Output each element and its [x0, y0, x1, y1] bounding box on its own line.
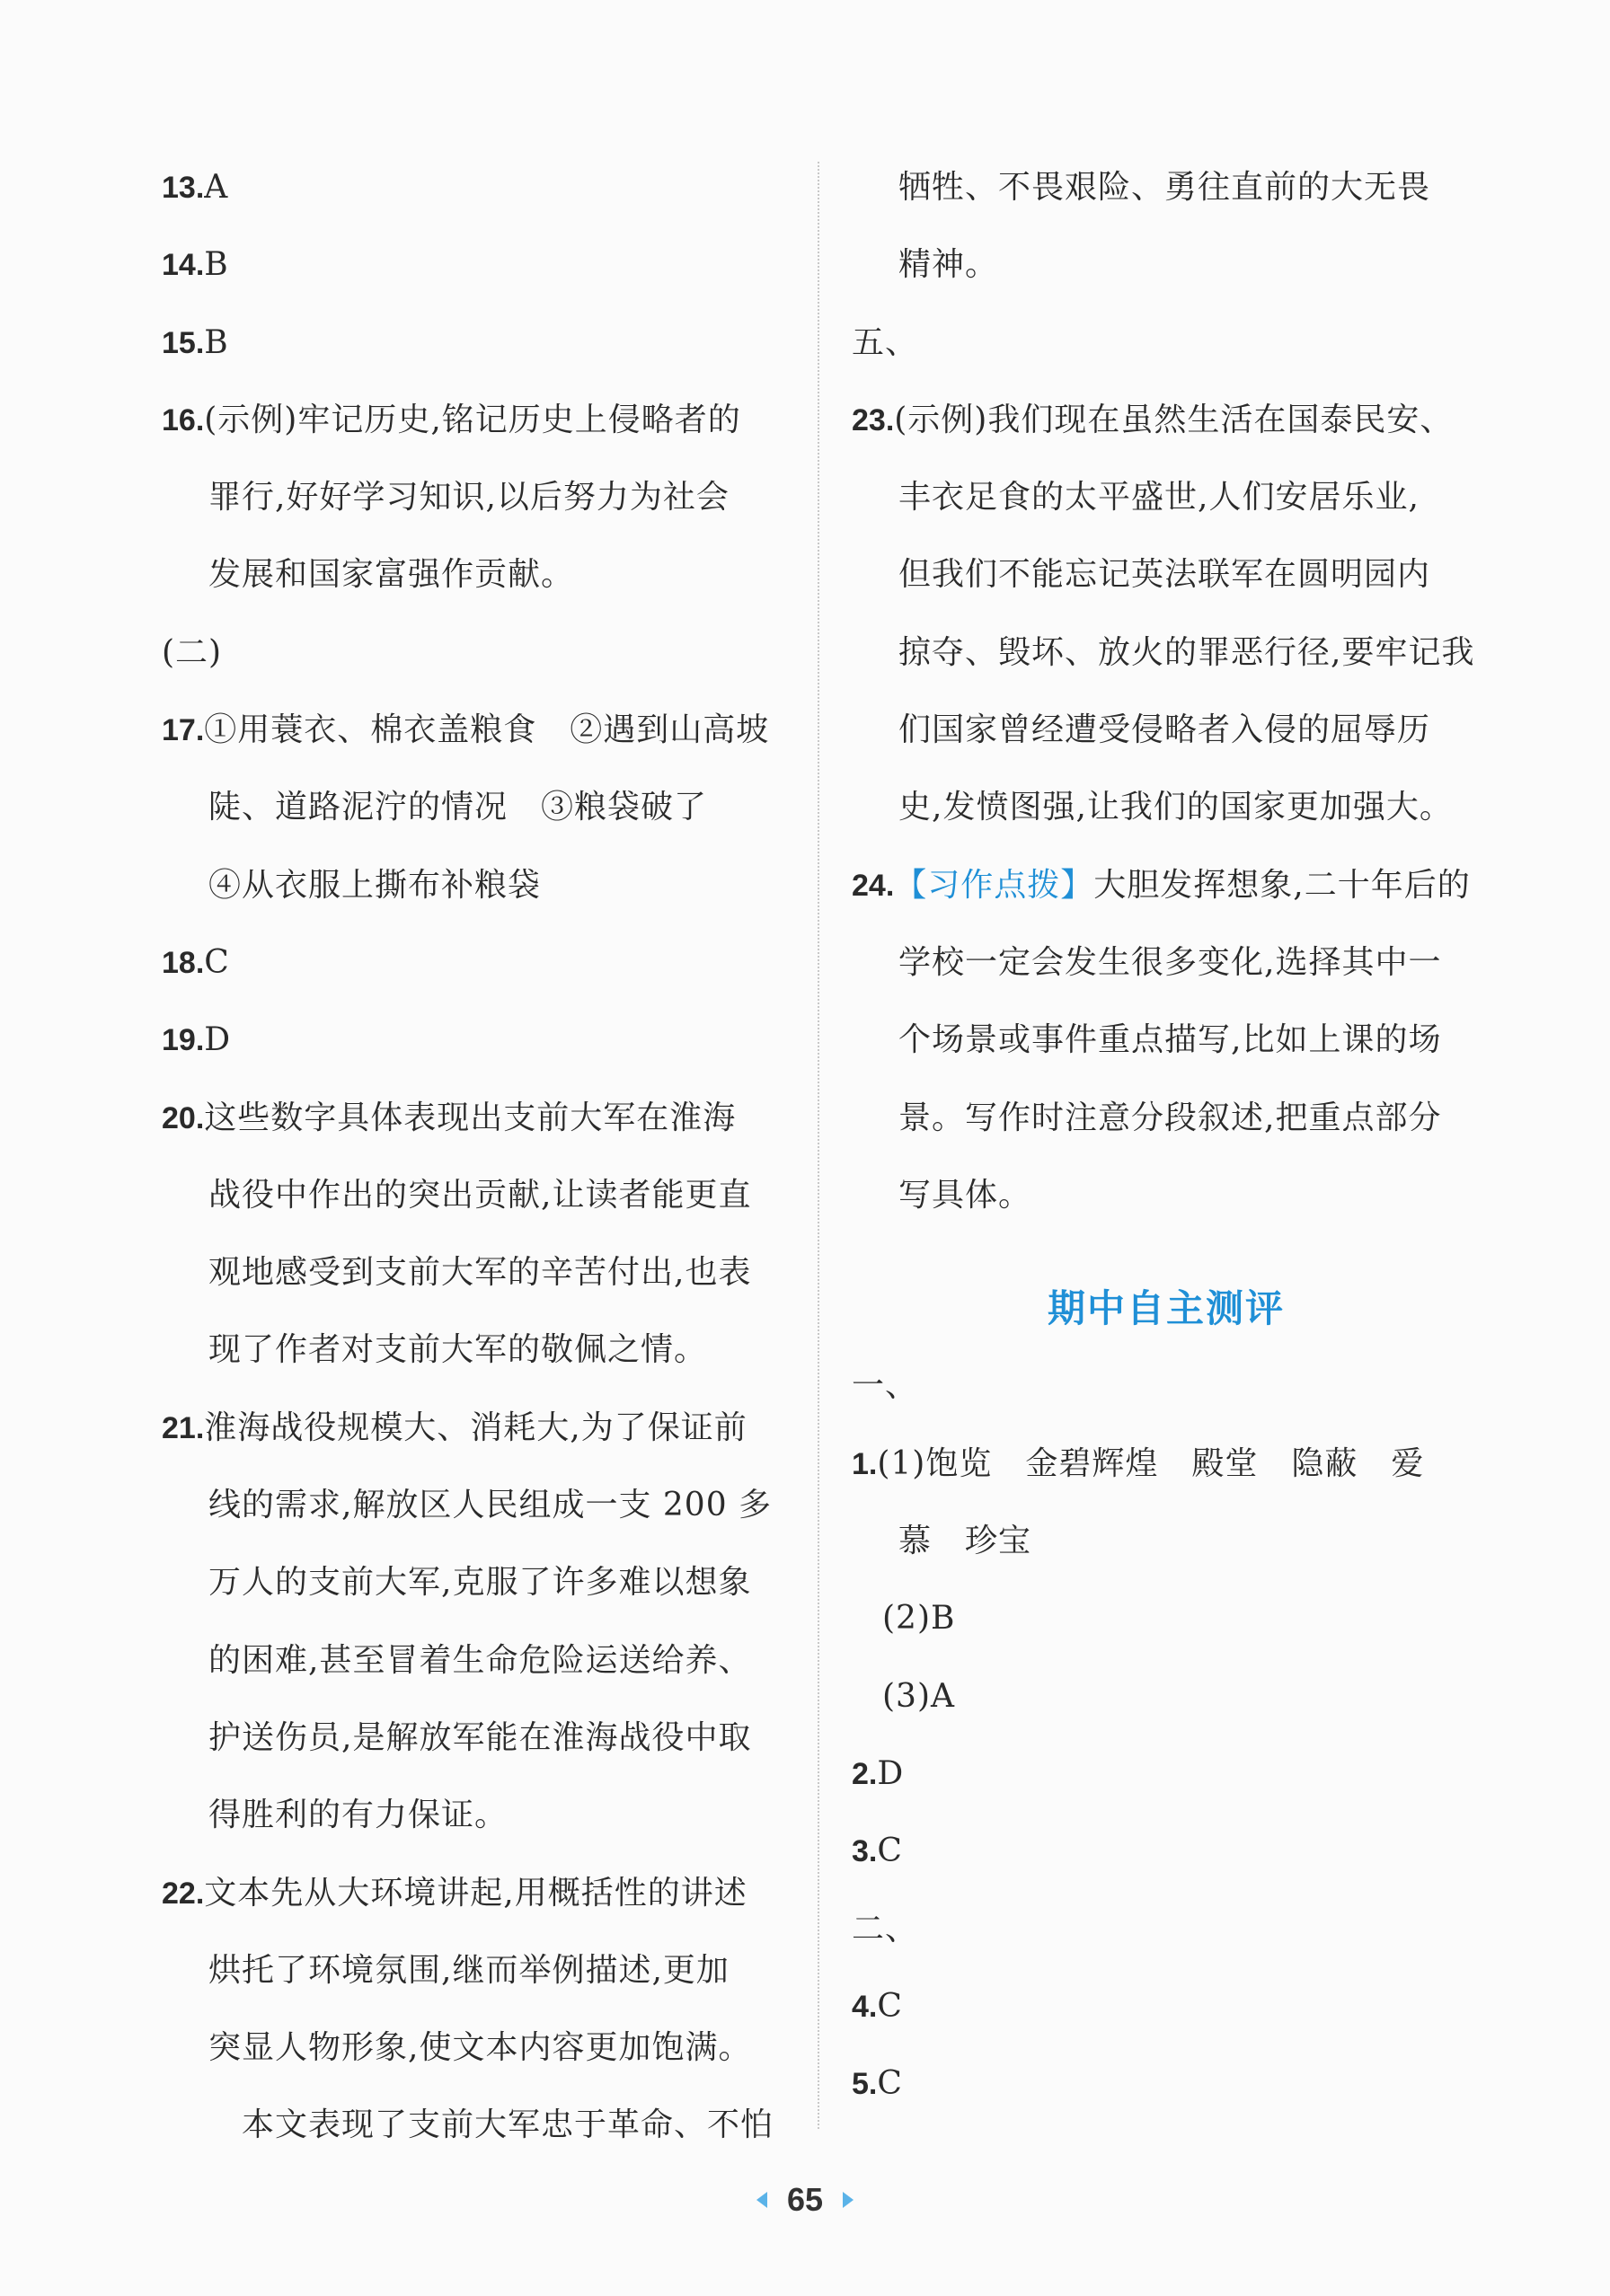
- answer-line: [852, 305, 1481, 382]
- item-text: 但我们不能忘记英法联军在圆明园内: [898, 556, 1431, 594]
- item-text: 得胜利的有力保证。: [208, 1797, 509, 1834]
- item-text: C: [877, 1832, 903, 1870]
- item-text: 陡、道路泥泞的情况 ③粮袋破了: [208, 789, 708, 826]
- item-text: (3)A: [882, 1677, 955, 1715]
- answer-line: [162, 769, 791, 846]
- answer-line: [852, 149, 1481, 226]
- answer-line: [162, 1544, 791, 1621]
- section-title: 期中自主测评: [1047, 1286, 1285, 1331]
- answer-line: [852, 692, 1481, 769]
- item-text: 史,发愤图强,让我们的国家更加强大。: [898, 789, 1453, 826]
- triangle-right-icon: [843, 2192, 854, 2208]
- triangle-left-icon: [756, 2192, 767, 2208]
- item-number: 2.: [852, 1756, 878, 1791]
- item-text: B: [204, 246, 229, 284]
- item-number: 16.: [162, 402, 205, 437]
- answer-item: [852, 382, 1481, 459]
- item-text: 战役中作出的突出贡献,让读者能更直: [208, 1176, 752, 1214]
- answers-continued: [852, 149, 1481, 847]
- answer-line: [162, 1932, 791, 2009]
- answer-item: [162, 924, 791, 1002]
- answer-line: [852, 614, 1481, 692]
- item-text: 发展和国家富强作贡献。: [208, 556, 575, 594]
- item-text-line: 学校一定会发生很多变化,选择其中一: [898, 943, 1442, 981]
- item-text: 牺牲、不畏艰险、勇往直前的大无畏: [898, 169, 1431, 206]
- answer-line: [162, 2087, 791, 2164]
- answer-line: [162, 1311, 791, 1389]
- item-text: 这些数字具体表现出支前大军在淮海: [204, 1099, 737, 1136]
- answer-line: [162, 1234, 791, 1311]
- item-text: (2)B: [882, 1600, 956, 1638]
- answer-line: [162, 1622, 791, 1700]
- item-text: C: [877, 2065, 903, 2103]
- item-number: 19.: [162, 1023, 205, 1058]
- answer-item: [162, 305, 791, 382]
- item-text: 护送伤员,是解放军能在淮海战役中取: [208, 1718, 752, 1756]
- item-text: 万人的支前大军,克服了许多难以想象: [208, 1564, 752, 1602]
- answer-item: [162, 226, 791, 304]
- answer-line: [162, 1157, 791, 1234]
- item-text-line: 景。写作时注意分段叙述,把重点部分: [898, 1099, 1442, 1136]
- left-column: [162, 149, 791, 2165]
- item-text: 烘托了环境氛围,继而举例描述,更加: [208, 1951, 730, 1989]
- answer-line: [162, 1777, 791, 1854]
- item-text: 精神。: [898, 246, 999, 284]
- answer-line: [852, 1580, 1481, 1657]
- item-text: ④从衣服上撕布补粮袋: [208, 866, 542, 904]
- answer-line: [162, 614, 791, 692]
- answer-item: [852, 2045, 1481, 2123]
- item-text: C: [877, 1987, 903, 2025]
- item-text: 五、: [852, 323, 919, 361]
- answer-item: [852, 1968, 1481, 2045]
- item-text: 突显人物形象,使文本内容更加饱满。: [208, 2029, 752, 2067]
- answer-line: [162, 2009, 791, 2087]
- item-text: 淮海战役规模大、消耗大,为了保证前: [204, 1409, 748, 1446]
- page-footer: [0, 2177, 1610, 2222]
- answer-line: [852, 226, 1481, 304]
- item-number: 18.: [162, 945, 205, 980]
- item-number: 24.: [852, 868, 895, 903]
- item-24: [852, 847, 1481, 1234]
- answer-line: [852, 459, 1481, 536]
- item-text-line: 写具体。: [898, 1176, 1032, 1214]
- item-text: 的困难,甚至冒着生命危险运送给养、: [208, 1641, 752, 1679]
- answer-line: [162, 847, 791, 924]
- item-text: 掠夺、毁坏、放火的罪恶行径,要牢记我: [898, 633, 1475, 671]
- item-number: 15.: [162, 325, 205, 360]
- item-text: 罪行,好好学习知识,以后努力为社会: [208, 479, 730, 517]
- item-text: 线的需求,解放区人民组成一支 200 多: [208, 1487, 773, 1524]
- item-number: 5.: [852, 2067, 878, 2102]
- answer-line: [162, 1700, 791, 1777]
- item-number: 23.: [852, 402, 895, 437]
- item-text: A: [204, 169, 229, 206]
- item-text-line: 个场景或事件重点描写,比如上课的场: [898, 1021, 1442, 1059]
- item-number: 14.: [162, 248, 205, 283]
- item-text: 二、: [852, 1910, 919, 1947]
- item-text: 现了作者对支前大军的敬佩之情。: [208, 1331, 708, 1369]
- column-divider: [818, 162, 819, 2129]
- item-number: 20.: [162, 1100, 205, 1135]
- answer-item: [852, 1813, 1481, 1890]
- item-text: (示例)我们现在虽然生活在国泰民安、: [894, 401, 1454, 438]
- answer-line: [852, 769, 1481, 846]
- item-text: 文本先从大环境讲起,用概括性的讲述: [204, 1874, 748, 1912]
- item-text: (二): [162, 633, 223, 671]
- item-number: 4.: [852, 1989, 878, 2024]
- item-number: 1.: [852, 1446, 878, 1481]
- item-text: (1)饱览 金碧辉煌 殿堂 隐蔽 爱: [877, 1444, 1425, 1482]
- answer-line: [852, 1503, 1481, 1580]
- right-column: [852, 149, 1481, 2123]
- item-text: 慕 珍宝: [898, 1523, 1032, 1560]
- answer-item: [162, 692, 791, 769]
- answer-item: [162, 1855, 791, 1932]
- answer-line: [162, 1467, 791, 1544]
- answer-line: [852, 1347, 1481, 1425]
- answer-line: [852, 536, 1481, 614]
- answer-item: [162, 1002, 791, 1079]
- answer-line: [852, 1891, 1481, 1968]
- answer-line: [162, 536, 791, 614]
- item-text: (示例)牢记历史,铭记历史上侵略者的: [204, 401, 741, 438]
- page-number: 65: [786, 2181, 824, 2218]
- item-number: 17.: [162, 713, 205, 748]
- item-text: 们国家曾经遭受侵略者入侵的屈辱历: [898, 711, 1431, 749]
- answer-line: [162, 459, 791, 536]
- item-text: C: [204, 943, 230, 981]
- item-number: 21.: [162, 1410, 205, 1445]
- item-text: ①用蓑衣、棉衣盖粮食 ②遇到山高坡: [204, 711, 770, 749]
- answer-line: [852, 1658, 1481, 1735]
- item-text: D: [204, 1021, 232, 1059]
- answer-item: [162, 149, 791, 226]
- item-text: 一、: [852, 1367, 919, 1405]
- answer-item: [852, 1735, 1481, 1813]
- item-text: D: [877, 1754, 905, 1792]
- item-number: 22.: [162, 1876, 205, 1911]
- answer-item: [852, 1426, 1481, 1503]
- item-number: 3.: [852, 1834, 878, 1869]
- answer-item: [162, 382, 791, 459]
- item-text: B: [204, 323, 229, 361]
- answer-item: [162, 1080, 791, 1157]
- answer-item: [162, 1390, 791, 1467]
- item-text: 大胆发挥想象,二十年后的: [1093, 866, 1471, 904]
- midterm-answers: [852, 1347, 1481, 2123]
- writing-tip-tag: 【习作点拨】: [894, 866, 1094, 904]
- item-text: 本文表现了支前大军忠于革命、不怕: [208, 2106, 774, 2144]
- item-text: 观地感受到支前大军的辛苦付出,也表: [208, 1254, 752, 1292]
- item-text: 丰衣足食的太平盛世,人们安居乐业,: [898, 479, 1420, 517]
- item-number: 13.: [162, 171, 205, 205]
